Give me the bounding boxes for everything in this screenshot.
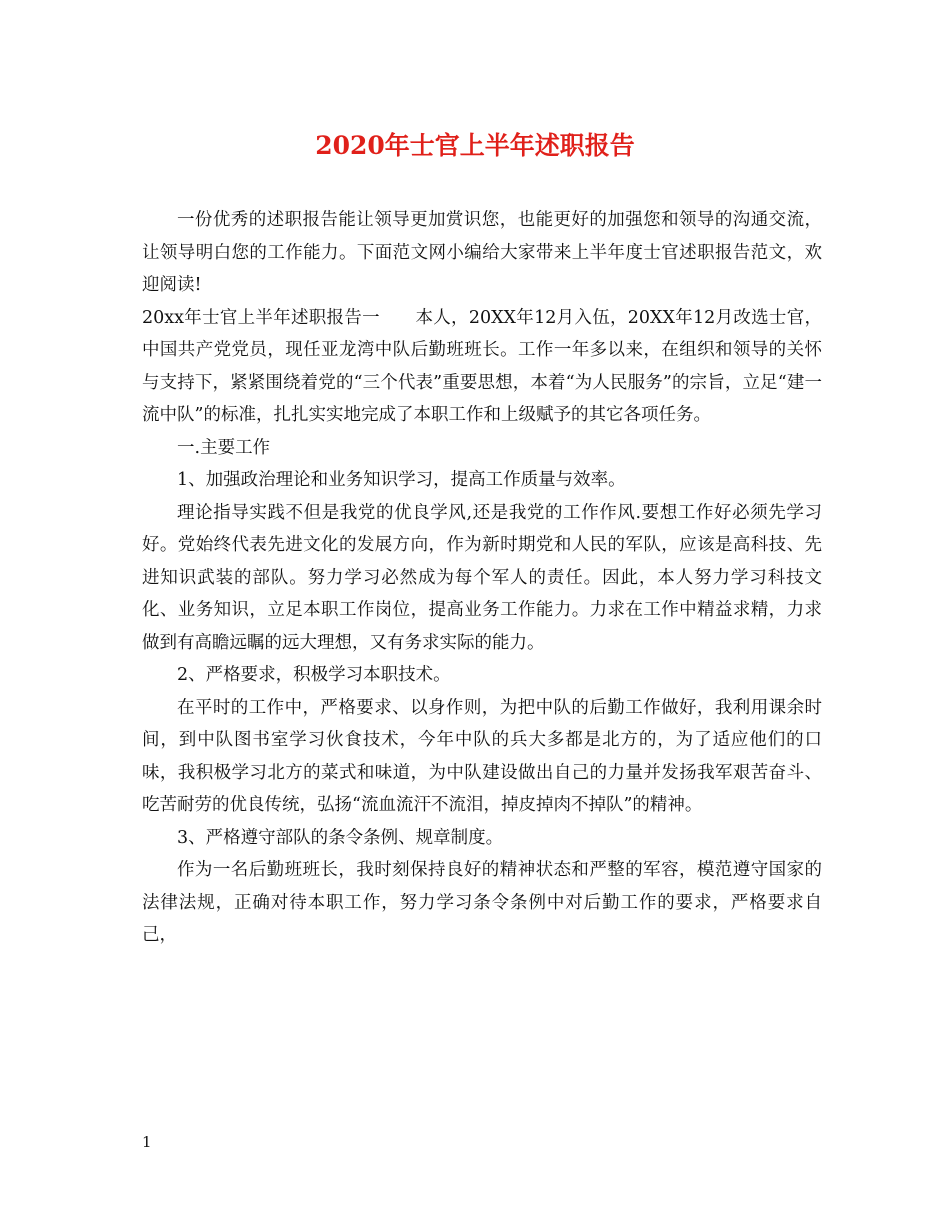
subsection-heading: 3、严格遵守部队的条令条例、规章制度。 <box>177 827 504 848</box>
paragraph: 作为一名后勤班班长，我时刻保持良好的精神状态和严整的军容，模范遵守国家的法律法规，正确对待本职工作，努力学习条令条例中对后勤工作的要求，严格要求自己， <box>142 860 822 945</box>
page-number: 1 <box>142 1133 152 1151</box>
document-title: 2020年士官上半年述职报告 <box>315 131 635 160</box>
document-body <box>142 204 822 952</box>
paragraph: 20xx年士官上半年述职报告一 本人，20XX年12月入伍，20XX年12月改选士官，中国共产党党员，现任亚龙湾中队后勤班班长。工作一年多以来，在组织和领导的关怀与支持下，紧紧围绕着党的“三个代表”重要思想，本着“为人民服务”的宗旨，立足“建一流中队”的标准，扎扎实实地完成了本职工作和上级赋予的其它各项任务。 <box>142 307 822 425</box>
paragraph: 在平时的工作中，严格要求、以身作则，为把中队的后勤工作做好，我利用课余时间，到中队图书室学习伙食技术，今年中队的兵大多都是北方的，为了适应他们的口味，我积极学习北方的菜式和味道，为中队建设做出自己的力量并发扬我军艰苦奋斗、吃苦耐劳的优良传统，弘扬“流血流汗不流泪，掉皮掉肉不掉队”的精神。 <box>142 697 822 815</box>
paragraph: 理论指导实践不但是我党的优良学风,还是我党的工作作风.要想工作好必须先学习好。党始终代表先进文化的发展方向，作为新时期党和人民的军队，应该是高科技、先进知识武装的部队。努力学习必然成为每个军人的责任。因此，本人努力学习科技文化、业务知识，立足本职工作岗位，提高业务工作能力。力求在工作中精益求精，力求做到有高瞻远瞩的远大理想，又有务求实际的能力。 <box>142 502 822 653</box>
subsection-heading: 2、严格要求，积极学习本职技术。 <box>177 665 451 685</box>
subsection-heading: 1、加强政治理论和业务知识学习，提高工作质量与效率。 <box>177 470 626 490</box>
paragraph: 一份优秀的述职报告能让领导更加赏识您，也能更好的加强您和领导的沟通交流，让领导明白您的工作能力。下面范文网小编给大家带来上半年度士官述职报告范文，欢迎阅读! <box>142 210 822 295</box>
section-heading: 一.主要工作 <box>177 437 271 458</box>
